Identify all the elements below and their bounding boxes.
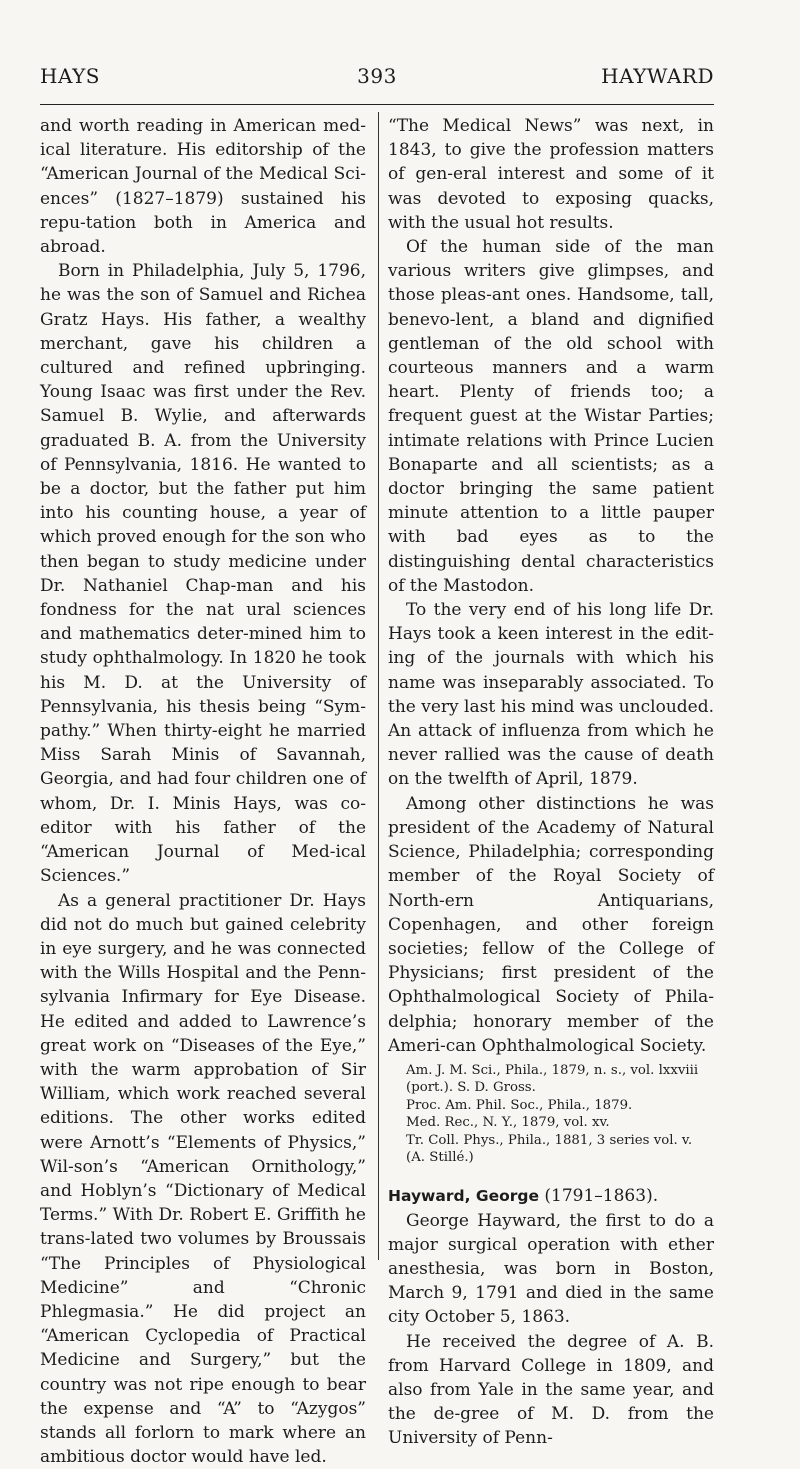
paragraph: Of the human side of the man various writers give glimpses, and those pleas-ant ones. Handsome, tall, benevo-lent, a bland and dignified gentleman of the old school with courteous manners and a warm heart. Plenty of friends too; a frequent guest at the Wistar Parties; intimate relations with Prince Lucien Bonaparte and all scientists; as a doctor bringing the same patient minute attention to a little pauper with bad eyes as to the distinguishing dental characteristics of the Mastodon. xyxy=(388,235,714,598)
paragraph: As a general practitioner Dr. Hays did not do much but gained celebrity in eye surgery, and he was connected with the Wills Hospital and the Penn-sylvania Infirmary for Eye Disease. He edited and added to Lawrence’s great work on “Diseases of the Eye,” with the warm approbation of Sir William, which work reached several editions. The other works edited were Arnott’s “Elements of Physics,” Wil-son’s “American Ornithology,” and Hoblyn’s “Dictionary of Medical Terms.” With Dr. Robert E. Griffith he trans-lated two volumes by Broussais “The Principles of Physiological Medicine” and “Chronic Phlegmasia.” He did project an “American Cyclopedia of Practical Medicine and Surgery,” but the country was not ripe enough to bear the expense and “A” to “Azygos” stands all forlorn to mark where an ambitious doctor would have led. xyxy=(40,889,366,1469)
paragraph: To the very end of his long life Dr. Hays took a keen interest in the edit-ing of the journals with which his name was inseparably associated. To the very last his mind was unclouded. An attack of influenza from which he never rallied was the cause of death on the twelfth of April, 1879. xyxy=(388,598,714,792)
entry-heading xyxy=(388,1184,714,1208)
entry-dates: (1791–1863). xyxy=(539,1186,658,1206)
page-number: 393 xyxy=(40,62,714,90)
paragraph: and worth reading in American med-ical literature. His editorship of the “American Journal of the Medical Sci-ences” (1827–1879) sustained his repu-tation both in America and abroad. xyxy=(40,114,366,259)
paragraph: George Hayward, the first to do a major surgical operation with ether anesthesia, was born in Boston, March 9, 1791 and died in the same city October 5, 1863. xyxy=(388,1209,714,1330)
paragraph: Among other distinctions he was president of the Academy of Natural Science, Philadelphia; corresponding member of the Royal Society of North-ern Antiquarians, Copenhagen, and other foreign societies; fellow of the College of Physicians; first president of the Ophthalmological Society of Phila-delphia; honorary member of the Ameri-can Ophthalmological Society. xyxy=(388,792,714,1058)
column-divider xyxy=(378,112,379,1260)
header-rule xyxy=(40,104,714,105)
running-header xyxy=(40,62,714,90)
entry-name: Hayward, George xyxy=(388,1187,539,1205)
references xyxy=(406,1062,714,1166)
book-page xyxy=(40,62,714,1262)
paragraph: Born in Philadelphia, July 5, 1796, he was the son of Samuel and Richea Gratz Hays. His father, a wealthy merchant, gave his children a cultured and refined upbringing. Young Isaac was first under the Rev. Samuel B. Wylie, and afterwards graduated B. A. from the University of Pennsylvania, 1816. He wanted to be a doctor, but the father put him into his counting house, a year of which proved enough for the son who then began to study medicine under Dr. Nathaniel Chap-man and his fondness for the nat ural sciences and mathematics deter-mined him to study ophthalmology. In 1820 he took his M. D. at the University of Pennsylvania, his thesis being “Sym-pathy.” When thirty-eight he married Miss Sarah Minis of Savannah, Georgia, and had four children one of whom, Dr. I. Minis Hays, was co-editor with his father of the “American Journal of Med-ical Sciences.” xyxy=(40,259,366,888)
left-column xyxy=(40,114,366,1469)
reference-item: Proc. Am. Phil. Soc., Phila., 1879. xyxy=(406,1097,714,1114)
reference-item: Med. Rec., N. Y., 1879, vol. xv. xyxy=(406,1114,714,1131)
paragraph: “The Medical News” was next, in 1843, to give the profession matters of gen-eral interest and some of it was devoted to exposing quacks, with the usual hot results. xyxy=(388,114,714,235)
right-column xyxy=(388,114,714,1451)
reference-item: Tr. Coll. Phys., Phila., 1881, 3 series vol. v. (A. Stillé.) xyxy=(406,1132,714,1167)
reference-item: Am. J. M. Sci., Phila., 1879, n. s., vol. lxxviii (port.). S. D. Gross. xyxy=(406,1062,714,1097)
header-left-word: HAYS xyxy=(40,62,100,90)
paragraph: He received the degree of A. B. from Harvard College in 1809, and also from Yale in the same year, and the de-gree of M. D. from the University of Penn- xyxy=(388,1330,714,1451)
header-right-word: HAYWARD xyxy=(601,62,714,90)
